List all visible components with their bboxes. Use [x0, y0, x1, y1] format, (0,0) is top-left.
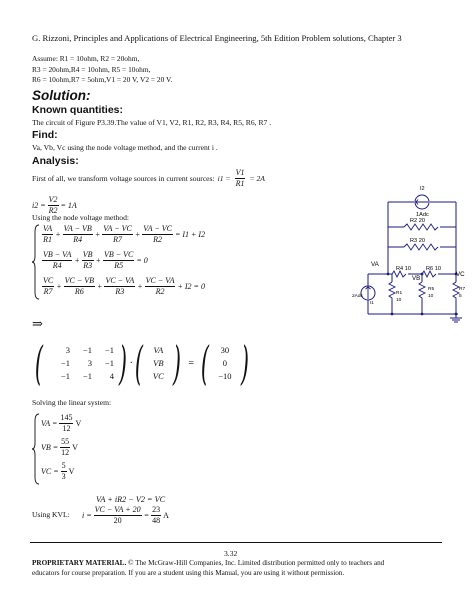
- b3: −10: [218, 371, 232, 381]
- kvl-mid: =: [143, 511, 150, 520]
- label-r5: R5: [428, 287, 435, 292]
- a11: 3: [65, 345, 70, 355]
- unknown-vector: [130, 336, 186, 390]
- eq3-frac-1: [42, 276, 54, 297]
- kvl-den1: 20: [113, 516, 122, 525]
- results-brace: [32, 413, 40, 485]
- find-text: Va, Vb, Vc using the node voltage method, and the current i .: [32, 143, 218, 152]
- label-r4: R4 10: [396, 266, 411, 272]
- footer-line-1: [32, 559, 384, 567]
- matrix-paren-right: ): [118, 336, 127, 390]
- eq2-d2: R3: [83, 261, 93, 270]
- a12: −1: [82, 345, 92, 355]
- kvl-equation: [82, 505, 169, 526]
- label-vc: VC: [456, 271, 465, 278]
- eq2-frac-3: [103, 250, 134, 271]
- assume-block: [32, 54, 172, 86]
- eq1-n2: VA − VB: [63, 224, 92, 233]
- eq2-n3: VB − VC: [103, 250, 134, 259]
- kvl-num2: 23: [152, 505, 161, 514]
- eq2-rhs: = 0: [136, 256, 148, 265]
- x1: VA: [153, 345, 164, 355]
- page-number: 3.32: [224, 549, 238, 558]
- eq2-n2: VB: [82, 250, 93, 259]
- eq1-plus-1: +: [55, 230, 61, 239]
- vb-frac: [60, 437, 70, 458]
- kvl-label: Using KVL:: [32, 510, 70, 519]
- eq1-d4: R2: [153, 235, 163, 244]
- label-r7-value: 5: [459, 294, 462, 299]
- eq1-d3: R7: [113, 235, 122, 244]
- x2: VB: [153, 358, 164, 368]
- label-r3: R3 20: [410, 238, 425, 244]
- label-i1: I1: [370, 300, 374, 305]
- assume-line-1: Assume: R1 = 10ohm, R2 = 20ohm,: [32, 54, 140, 63]
- eq3-rhs: + I2 = 0: [177, 282, 205, 291]
- eq3-frac-4: [145, 276, 176, 297]
- a33: 4: [109, 371, 114, 381]
- eq3-n1: VC: [43, 276, 54, 285]
- footer-divider: [30, 542, 442, 543]
- footer-bold: PROPRIETARY MATERIAL.: [32, 559, 127, 567]
- result-va: [41, 413, 81, 434]
- va-den: 12: [62, 424, 71, 433]
- eq3-plus-3: +: [137, 282, 143, 291]
- analysis-text: First of all, we transform voltage sources in current sources:: [32, 174, 215, 183]
- matrix-paren-left: (: [34, 336, 44, 390]
- kvl-num1: VC − VA + 20: [94, 505, 141, 514]
- resistors: [389, 224, 459, 300]
- analysis-heading: Analysis:: [32, 155, 79, 167]
- vector-paren-right: ): [173, 336, 182, 390]
- label-i1-value: 2Adc: [352, 294, 363, 299]
- eq1-rhs: = I1 + I2: [174, 230, 206, 239]
- vector-x-grid: [148, 345, 168, 381]
- kvl-lhs: i =: [82, 511, 92, 520]
- eq1-n4: VA − VC: [143, 224, 172, 233]
- eq1-frac-3: [102, 224, 133, 245]
- x3: VC: [152, 371, 164, 381]
- footer-text-1: © The McGraw-Hill Companies, Inc. Limited distribution permitted only to teachers and: [126, 559, 385, 567]
- node-eq-row-2: [41, 250, 148, 271]
- eq1-plus-3: +: [134, 230, 141, 239]
- rhs-paren-right: ): [240, 336, 249, 390]
- vc-lhs: VC =: [41, 467, 59, 476]
- b1: 30: [220, 345, 230, 355]
- i1-fraction: [235, 168, 246, 189]
- find-heading: Find:: [32, 129, 58, 141]
- va-unit: V: [75, 419, 82, 428]
- eq1-frac-4: [142, 224, 173, 245]
- matrix-equation: [30, 336, 254, 390]
- left-brace: [32, 224, 40, 300]
- vc-frac: [61, 461, 67, 482]
- node-eq-row-1: [41, 224, 205, 245]
- a21: −1: [60, 358, 70, 368]
- i1-rhs: = 2A: [249, 174, 265, 183]
- eq1-n1: VA: [43, 224, 53, 233]
- a13: −1: [104, 345, 114, 355]
- i1-lhs: i1 =: [217, 174, 231, 183]
- eq2-d1: R4: [52, 261, 62, 270]
- eq3-frac-2: [64, 276, 95, 297]
- i2-den: R2: [48, 206, 58, 215]
- eq1-n3: VA − VC: [103, 224, 132, 233]
- vector-paren-left: (: [135, 336, 144, 390]
- eq2-n1: VB − VA: [43, 250, 72, 259]
- eq3-plus-1: +: [56, 282, 62, 291]
- eq2-d3: R5: [114, 261, 124, 270]
- eq3-n2: VC − VB: [64, 276, 95, 285]
- eq3-plus-2: +: [97, 282, 103, 291]
- label-r2: R2 20: [410, 218, 425, 224]
- matrix-equals: =: [188, 357, 194, 369]
- footer-line-2: educators for course preparation. If you are a student using this Manual, you are using it without permission.: [32, 569, 345, 577]
- a31: −1: [60, 371, 70, 381]
- assume-line-2: R3 = 20ohm,R4 = 10ohm, R5 = 10ohm,: [32, 64, 151, 74]
- kvl-den2: 48: [152, 516, 161, 525]
- node-eq-row-3: [41, 276, 205, 297]
- a22: 3: [87, 358, 92, 368]
- eq2-frac-1: [42, 250, 72, 271]
- kvl-frac-2: [151, 505, 161, 526]
- label-r7: R7: [459, 287, 466, 292]
- vector-b-grid: [214, 345, 236, 381]
- eq2-plus-2: +: [95, 256, 101, 265]
- eq1-d2: R4: [73, 235, 83, 244]
- analysis-intro: [32, 168, 265, 189]
- solution-heading: Solution:: [32, 88, 91, 103]
- label-i2: I2: [420, 186, 425, 192]
- eq1-frac-1: [42, 224, 53, 245]
- vc-unit: V: [68, 467, 75, 476]
- i1-den: R1: [235, 179, 245, 188]
- rhs-paren-left: (: [200, 336, 209, 390]
- node-method-text: Using the node voltage method:: [32, 213, 130, 222]
- assume-line-3: R6 = 10ohm,R7 = 5ohm,V1 = 20 V, V2 = 20 V.: [32, 75, 173, 84]
- label-r1: R1: [396, 291, 403, 296]
- solving-text: Solving the linear system:: [32, 398, 112, 407]
- page-header: G. Rizzoni, Principles and Applications of Electrical Engineering, 5th Edition Problem solutions, Chapter 3: [32, 33, 402, 43]
- rhs-vector: [196, 336, 254, 390]
- eq1-plus-2: +: [94, 230, 101, 239]
- eq2-plus-1: +: [74, 256, 80, 265]
- va-frac: [59, 413, 73, 434]
- eq3-d3: R3: [115, 287, 125, 296]
- eq3-frac-3: [104, 276, 135, 297]
- coefficient-matrix: [30, 336, 132, 390]
- known-heading: Known quantities:: [32, 104, 123, 116]
- resistor-r3-icon: [404, 244, 438, 250]
- kvl-frac-1: [94, 505, 142, 526]
- kvl-line: VA + iR2 − V2 = VC: [96, 495, 166, 504]
- vc-den: 3: [61, 472, 66, 481]
- known-text: The circuit of Figure P3.39.The value of V1, V2, R1, R2, R3, R4, R5, R6, R7 .: [32, 118, 272, 127]
- resistor-r2-icon: [404, 224, 438, 230]
- i2-num: V2: [48, 195, 58, 204]
- i2-lhs: i2 =: [32, 201, 46, 210]
- eq3-d4: R2: [155, 287, 165, 296]
- label-r6: R6 10: [426, 266, 441, 272]
- resistor-r5-icon: [419, 282, 425, 300]
- vc-num: 5: [61, 461, 66, 470]
- label-i2-value: 1Adc: [416, 212, 429, 218]
- matrix-A-grid: [48, 345, 114, 381]
- result-vc: [41, 461, 74, 482]
- vb-den: 12: [61, 448, 70, 457]
- eq1-d1: R1: [43, 235, 53, 244]
- va-num: 145: [60, 413, 73, 422]
- vb-lhs: VB =: [41, 443, 59, 452]
- circuit-schematic: [340, 184, 466, 326]
- vb-num: 55: [61, 437, 70, 446]
- implies-arrow: ⇒: [32, 317, 43, 332]
- eq2-frac-2: [82, 250, 94, 271]
- matrix-dot: ·: [129, 357, 133, 369]
- eq3-d1: R7: [43, 287, 53, 296]
- eq1-frac-2: [63, 224, 93, 245]
- eq3-n4: VC − VA: [145, 276, 175, 285]
- resistor-r1-icon: [389, 282, 395, 300]
- label-r5-value: 10: [428, 294, 434, 299]
- kvl-unit: A: [163, 511, 169, 520]
- a32: −1: [82, 371, 92, 381]
- label-r1-value: 10: [396, 298, 402, 303]
- label-va: VA: [371, 261, 379, 268]
- eq3-d2: R6: [74, 287, 84, 296]
- eq3-n3: VC − VA: [105, 276, 135, 285]
- i1-num: V1: [235, 168, 245, 177]
- result-vb: [41, 437, 78, 458]
- b2: 0: [222, 358, 228, 368]
- a23: −1: [104, 358, 114, 368]
- vb-unit: V: [72, 443, 78, 452]
- i2-rhs: = 1A: [60, 201, 77, 210]
- va-lhs: VA =: [41, 419, 58, 428]
- label-vb: VB: [412, 275, 421, 282]
